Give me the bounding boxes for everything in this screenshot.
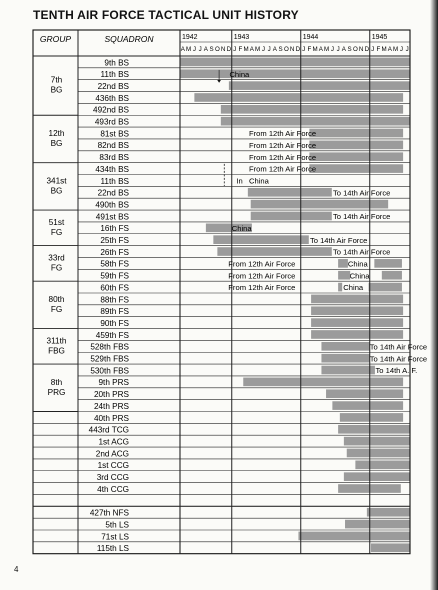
duration-bar bbox=[180, 58, 410, 67]
year-label: 1944 bbox=[302, 34, 319, 41]
bar-annotation: To 14th Air Force bbox=[332, 212, 391, 222]
bar-annotation: From 12th Air Force bbox=[249, 152, 317, 162]
squadron-name: 60th FS bbox=[100, 283, 129, 293]
month-label: M bbox=[243, 46, 249, 53]
squadron-name: 88th FS bbox=[100, 295, 129, 305]
group-header: GROUP bbox=[39, 34, 72, 44]
group-label: 341st bbox=[46, 176, 67, 186]
bar-annotation: From 12th Air Force bbox=[249, 141, 317, 150]
group-label: 311th bbox=[46, 336, 67, 346]
squadron-name: 2nd ACG bbox=[95, 449, 129, 459]
group-label: 8th bbox=[50, 377, 63, 387]
month-label: A bbox=[203, 46, 208, 53]
month-label: O bbox=[352, 46, 358, 53]
squadron-name: 26th FS bbox=[100, 247, 129, 257]
group-label: 7th bbox=[50, 75, 63, 85]
bar-annotation: To 14th Air Force bbox=[332, 188, 391, 198]
squadron-name: 530th FBS bbox=[90, 366, 129, 376]
month-label: J bbox=[302, 46, 306, 53]
duration-bar bbox=[367, 508, 410, 517]
squadron-name: 16th FS bbox=[100, 224, 129, 234]
duration-bar bbox=[309, 164, 403, 173]
month-label: M bbox=[324, 46, 330, 53]
bar-annotation: China bbox=[249, 176, 269, 186]
bar-annotation: China bbox=[347, 259, 368, 269]
month-label: J bbox=[192, 46, 196, 53]
squadron-name: 71st LS bbox=[101, 532, 129, 542]
group-label: FG bbox=[50, 304, 63, 314]
month-label: N bbox=[220, 46, 226, 53]
month-label: S bbox=[209, 46, 214, 53]
squadron-name: 4th CCG bbox=[97, 484, 129, 494]
transfer-arrow-head bbox=[217, 80, 221, 83]
bar-annotation: To 14th Air Force bbox=[369, 354, 428, 364]
page-title: TENTH AIR FORCE TACTICAL UNIT HISTORY bbox=[33, 8, 299, 22]
group-label: FG bbox=[50, 227, 63, 237]
month-label: M bbox=[255, 46, 261, 53]
duration-bar bbox=[371, 543, 410, 552]
squadron-name: 22nd BS bbox=[97, 188, 129, 198]
month-label: J bbox=[336, 46, 340, 53]
squadron-name: 20th PRS bbox=[93, 390, 129, 400]
duration-bar bbox=[338, 271, 350, 280]
duration-bar bbox=[180, 69, 410, 78]
page-number: 4 bbox=[14, 565, 19, 574]
month-label: A bbox=[341, 46, 346, 53]
month-label: D bbox=[364, 46, 370, 53]
duration-bar bbox=[251, 212, 332, 221]
bar-annotation: China bbox=[343, 283, 364, 293]
duration-bar bbox=[229, 81, 410, 90]
month-label: J bbox=[267, 46, 271, 53]
duration-bar bbox=[374, 259, 402, 268]
month-label: F bbox=[307, 46, 312, 53]
duration-bar bbox=[311, 318, 403, 327]
month-label: A bbox=[318, 46, 323, 53]
squadron-name: 5th LS bbox=[105, 520, 129, 530]
bar-annotation: From 12th Air Force bbox=[249, 129, 317, 139]
duration-bar bbox=[309, 152, 403, 161]
month-label: N bbox=[289, 46, 295, 53]
duration-bar bbox=[221, 105, 403, 114]
month-label: A bbox=[272, 46, 277, 53]
month-label: O bbox=[283, 46, 289, 53]
squadron-name: 90th FS bbox=[100, 318, 129, 328]
squadron-name: 89th FS bbox=[100, 307, 129, 317]
group-label: BG bbox=[50, 138, 63, 148]
month-label: J bbox=[198, 46, 202, 53]
duration-bar bbox=[309, 141, 403, 150]
month-label: M bbox=[393, 46, 399, 53]
bar-annotation: From 12th Air Force bbox=[228, 283, 296, 293]
squadron-name: 11th BS bbox=[100, 70, 129, 80]
month-label: F bbox=[238, 46, 243, 53]
duration-bar bbox=[340, 413, 403, 422]
year-label: 1943 bbox=[233, 34, 250, 41]
duration-bar bbox=[355, 461, 410, 470]
duration-bar bbox=[338, 425, 410, 434]
group-label: 51st bbox=[48, 217, 65, 227]
bar-annotation: From 12th Air Force bbox=[249, 164, 317, 174]
duration-bar bbox=[369, 283, 402, 292]
squadron-name: 491st BS bbox=[95, 212, 129, 222]
duration-bar bbox=[251, 200, 388, 209]
month-label: A bbox=[180, 46, 185, 53]
bar-annotation: China bbox=[229, 69, 250, 79]
duration-bar bbox=[321, 354, 369, 363]
group-label: 33rd bbox=[48, 253, 65, 263]
group-label: BG bbox=[50, 186, 63, 196]
squadron-name: 490th BS bbox=[95, 200, 129, 210]
group-label: FG bbox=[50, 263, 63, 273]
squadron-header: SQUADRON bbox=[104, 34, 154, 44]
duration-bar bbox=[332, 401, 403, 410]
duration-bar bbox=[213, 235, 308, 244]
month-label: S bbox=[278, 46, 283, 53]
duration-bar bbox=[311, 330, 403, 339]
month-label: M bbox=[186, 46, 192, 53]
duration-bar bbox=[243, 378, 403, 387]
duration-bar bbox=[221, 117, 410, 126]
squadron-name: 1st ACG bbox=[98, 437, 129, 447]
month-label: J bbox=[261, 46, 265, 53]
month-label: A bbox=[249, 46, 254, 53]
duration-bar bbox=[298, 532, 410, 541]
squadron-name: 11th BS bbox=[100, 176, 129, 186]
duration-bar bbox=[344, 437, 410, 446]
duration-bar bbox=[345, 520, 410, 529]
year-label: 1945 bbox=[371, 34, 388, 41]
page-edge-shadow bbox=[430, 0, 438, 590]
squadron-name: 3rd CCG bbox=[96, 473, 129, 482]
squadron-name: 1st CCG bbox=[97, 461, 129, 471]
duration-bar bbox=[311, 295, 403, 304]
bar-annotation: To 14th Air Force bbox=[332, 247, 391, 257]
group-label: 80th bbox=[48, 294, 65, 304]
squadron-name: 115th LS bbox=[96, 544, 129, 554]
squadron-name: 9th BS bbox=[104, 58, 129, 68]
group-label: 12th bbox=[48, 128, 65, 138]
month-label: J bbox=[371, 46, 375, 53]
duration-bar bbox=[326, 389, 403, 398]
squadron-name: 58th FS bbox=[100, 259, 129, 269]
bar-annotation: To 14th Air Force bbox=[309, 235, 368, 245]
squadron-name: 82nd BS bbox=[97, 141, 129, 151]
duration-bar bbox=[217, 247, 331, 256]
month-label: M bbox=[381, 46, 387, 53]
duration-bar bbox=[344, 472, 410, 481]
group-label: PRG bbox=[47, 387, 66, 397]
squadron-name: 443rd TCG bbox=[88, 425, 129, 435]
squadron-name: 22nd BS bbox=[97, 81, 129, 91]
squadron-name: 427th NFS bbox=[89, 508, 129, 518]
month-label: J bbox=[330, 46, 334, 53]
duration-bar bbox=[338, 283, 342, 292]
squadron-name: 528th FBS bbox=[90, 342, 129, 352]
month-label: A bbox=[387, 46, 392, 53]
duration-bar bbox=[248, 188, 332, 197]
duration-bar bbox=[382, 271, 402, 280]
squadron-name: 529th FBS bbox=[90, 354, 129, 364]
squadron-name: 492nd BS bbox=[93, 105, 129, 115]
bar-annotation: In bbox=[236, 176, 243, 186]
bar-annotation: To 14th Air Force bbox=[369, 342, 428, 352]
year-label: 1942 bbox=[182, 34, 198, 41]
duration-bar bbox=[347, 449, 410, 458]
duration-bar bbox=[338, 259, 348, 268]
month-label: N bbox=[358, 46, 364, 53]
month-label: J bbox=[399, 46, 403, 53]
squadron-name: 59th FS bbox=[100, 271, 129, 281]
group-label: FBG bbox=[48, 346, 65, 356]
squadron-name: 81st BS bbox=[100, 129, 129, 139]
month-label: J bbox=[405, 46, 409, 53]
squadron-name: 9th PRS bbox=[98, 378, 129, 388]
squadron-name: 24th PRS bbox=[93, 401, 129, 411]
bar-annotation: China bbox=[231, 223, 252, 233]
bar-annotation: To 14th A. F. bbox=[375, 366, 418, 376]
month-label: M bbox=[312, 46, 318, 53]
month-label: D bbox=[226, 46, 232, 53]
bar-annotation: From 12th Air Force bbox=[228, 271, 296, 281]
bar-annotation: From 12th Air Force bbox=[228, 259, 296, 269]
squadron-name: 83rd BS bbox=[99, 153, 129, 163]
duration-bar bbox=[309, 129, 403, 138]
squadron-name: 434th BS bbox=[95, 164, 129, 174]
month-label: S bbox=[347, 46, 352, 53]
squadron-name: 25th FS bbox=[100, 236, 129, 245]
squadron-name: 436th BS bbox=[95, 93, 129, 103]
squadron-name: 459th FS bbox=[95, 330, 129, 340]
month-label: D bbox=[295, 46, 301, 53]
duration-bar bbox=[321, 366, 374, 375]
bar-annotation: China bbox=[349, 271, 370, 281]
duration-bar bbox=[321, 342, 369, 351]
month-label: O bbox=[214, 46, 220, 53]
squadron-name: 40th PRS bbox=[93, 413, 129, 423]
duration-bar bbox=[311, 306, 403, 315]
duration-bar bbox=[194, 93, 403, 102]
month-label: F bbox=[376, 46, 381, 53]
squadron-name: 493rd BS bbox=[94, 117, 129, 127]
month-label: J bbox=[233, 46, 237, 53]
group-label: BG bbox=[50, 85, 63, 95]
